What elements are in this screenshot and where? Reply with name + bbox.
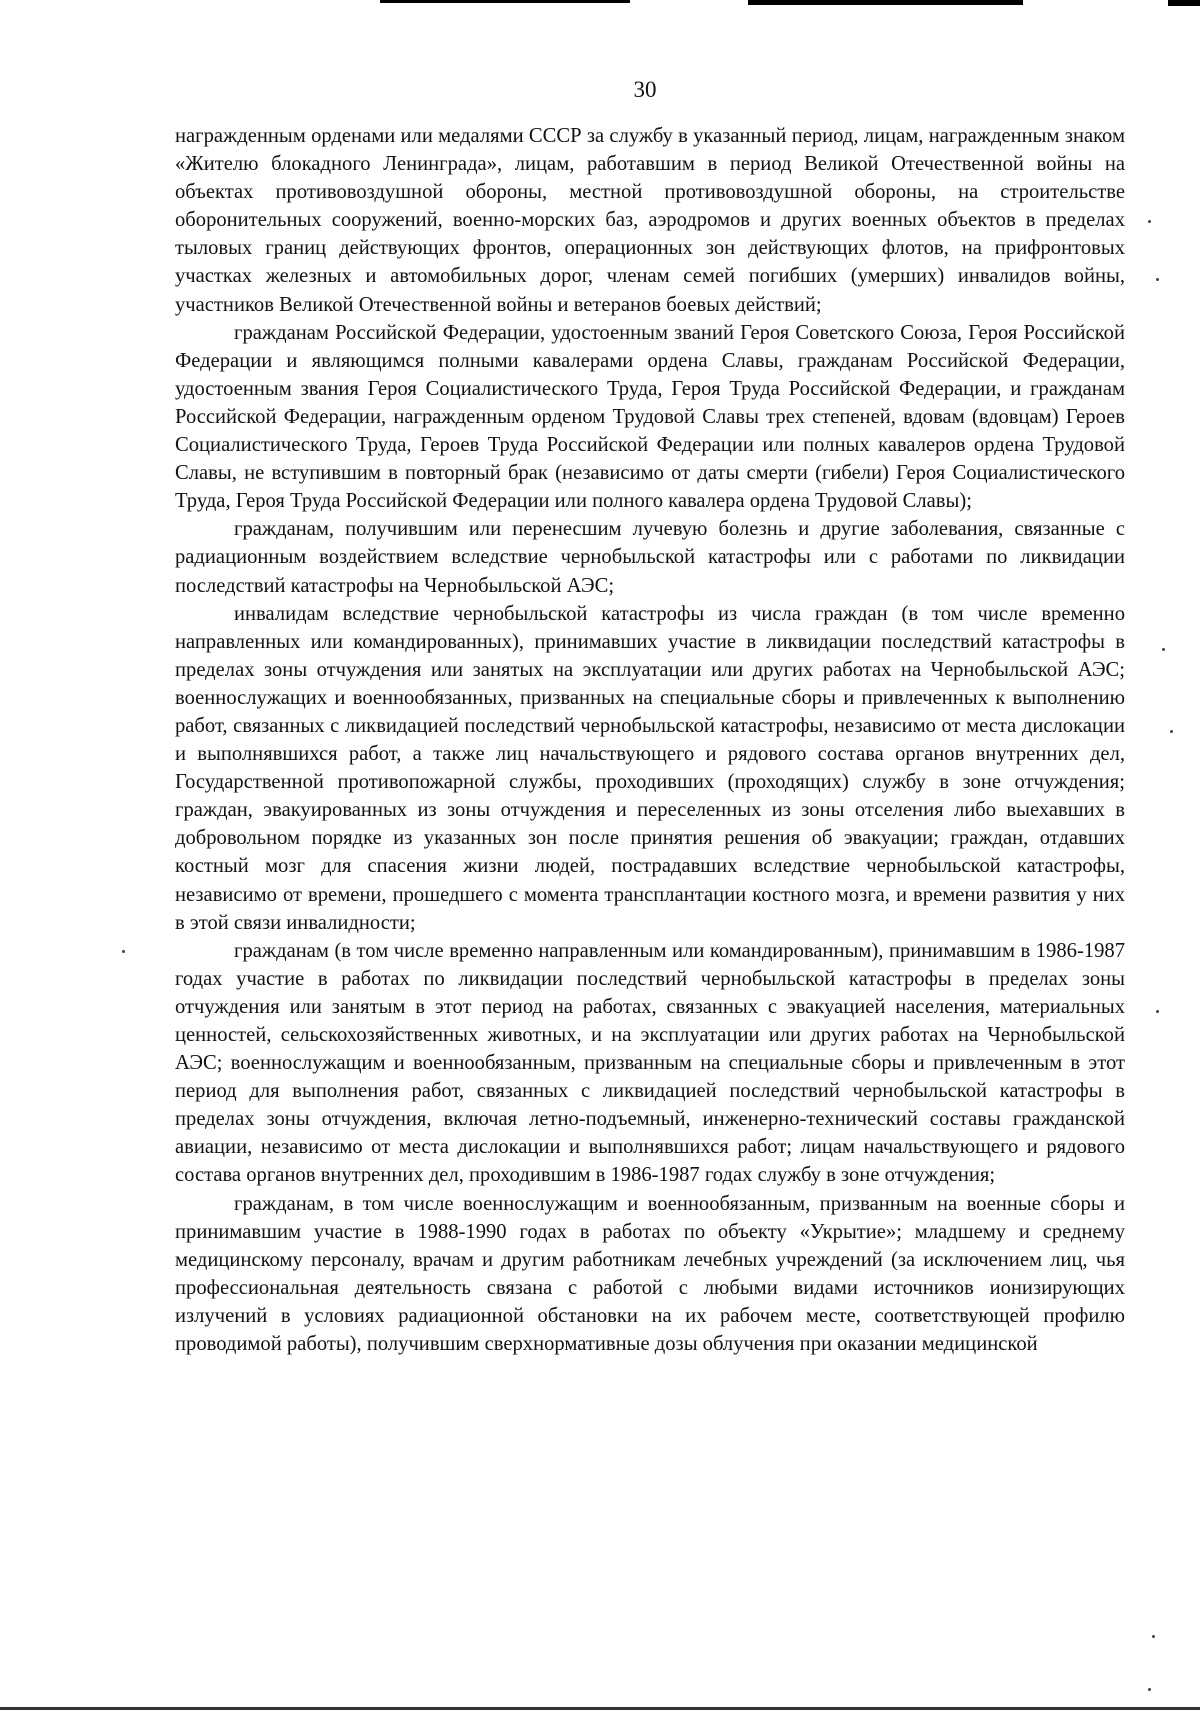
scan-speck (1170, 730, 1173, 733)
scan-speck (122, 950, 125, 953)
document-body (175, 122, 1125, 1358)
scan-speck (1162, 648, 1165, 651)
scan-speck (1152, 1635, 1155, 1638)
scan-edge-top-corner (1168, 0, 1200, 6)
paragraph: гражданам (в том числе временно направленным или командированным), принимавшим в 1986-1987 годах участие в работах по ликвидации последствий чернобыльской катастрофы в пределах зоны отчуждения или занятым в этот период на работах, связанных с эвакуацией населения, материальных ценностей, сельскохозяйственных животных, и на эксплуатации или других работах на Чернобыльской АЭС; военнослужащим и военнообязанным, призванным на специальные сборы и привлеченным в этот период для выполнения работ, связанных с ликвидацией последствий чернобыльской катастрофы в пределах зоны отчуждения, включая летно-подъемный, инженерно-технический составы гражданской авиации, независимо от места дислокации и выполнявшихся работ; лицам начальствующего и рядового состава органов внутренних дел, проходившим в 1986-1987 годах службу в зоне отчуждения; (175, 939, 1125, 1187)
paragraph: награжденным орденами или медалями СССР за службу в указанный период, лицам, награжденным знаком «Жителю блокадного Ленинграда», лицам, работавшим в период Великой Отечественной войны на объектах противовоздушной обороны, местной противовоздушной обороны, на строительстве оборонительных сооружений, военно-морских баз, аэродромов и других военных объектов в пределах тыловых границ действующих фронтов, операционных зон действующих флотов, на прифронтовых участках железных и автомобильных дорог, членам семей погибших (умерших) инвалидов войны, участников Великой Отечественной войны и ветеранов боевых действий; (175, 125, 1125, 316)
scan-speck (1148, 1688, 1151, 1691)
scan-edge-bottom (0, 1707, 1200, 1710)
scan-edge-top-left (380, 0, 630, 3)
paragraph: гражданам, получившим или перенесшим лучевую болезнь и другие заболевания, связанные с радиационным воздействием вследствие чернобыльской катастрофы или с работами по ликвидации последствий катастрофы на Чернобыльской АЭС; (175, 518, 1125, 597)
scan-speck (1156, 278, 1159, 281)
paragraph: гражданам, в том числе военнослужащим и военнообязанным, призванным на военные сборы и принимавшим участие в 1988-1990 годах в работах по объекту «Укрытие»; младшему и среднему медицинскому персоналу, врачам и другим работникам лечебных учреждений (за исключением лиц, чья профессиональная деятельность связана с работой с любыми видами источников ионизирующих излучений в условиях радиационной обстановки на их рабочем месте, соответствующей профилю проводимой работы), получившим сверхнормативные дозы облучения при оказании медицинской (175, 1192, 1125, 1356)
scan-speck (1156, 1010, 1159, 1013)
scan-edge-top-right (748, 0, 1023, 5)
scan-speck (1148, 220, 1151, 223)
paragraph: инвалидам вследствие чернобыльской катастрофы из числа граждан (в том числе временно направленных или командированных), принимавших участие в ликвидации последствий катастрофы в пределах зоны отчуждения или занятых на эксплуатации или других работах на Чернобыльской АЭС; военнослужащих и военнообязанных, призванных на специальные сборы и привлеченных к выполнению работ, связанных с ликвидацией последствий чернобыльской катастрофы, независимо от места дислокации и выполнявшихся работ, а также лиц начальствующего и рядового состава органов внутренних дел, Государственной противопожарной службы, проходивших (проходящих) службу в зоне отчуждения; граждан, эвакуированных из зоны отчуждения и переселенных из зоны отселения либо выехавших в добровольном порядке из указанных зон после принятия решения об эвакуации; граждан, отдавших костный мозг для спасения жизни людей, пострадавших вследствие чернобыльской катастрофы, независимо от времени, прошедшего с момента трансплантации костного мозга, и времени развития у них в этой связи инвалидности; (175, 602, 1125, 934)
page-number: 30 (633, 77, 657, 102)
paragraph: гражданам Российской Федерации, удостоенным званий Героя Советского Союза, Героя Российской Федерации и являющимся полными кавалерами ордена Славы, гражданам Российской Федерации, удостоенным звания Героя Социалистического Труда, Героя Труда Российской Федерации, и гражданам Российской Федерации, награжденным орденом Трудовой Славы трех степеней, вдовам (вдовцам) Героев Социалистического Труда, Героев Труда Российской Федерации или полных кавалеров ордена Трудовой Славы, не вступившим в повторный брак (независимо от даты смерти (гибели) Героя Социалистического Труда, Героя Труда Российской Федерации или полного кавалера ордена Трудовой Славы); (175, 321, 1125, 513)
